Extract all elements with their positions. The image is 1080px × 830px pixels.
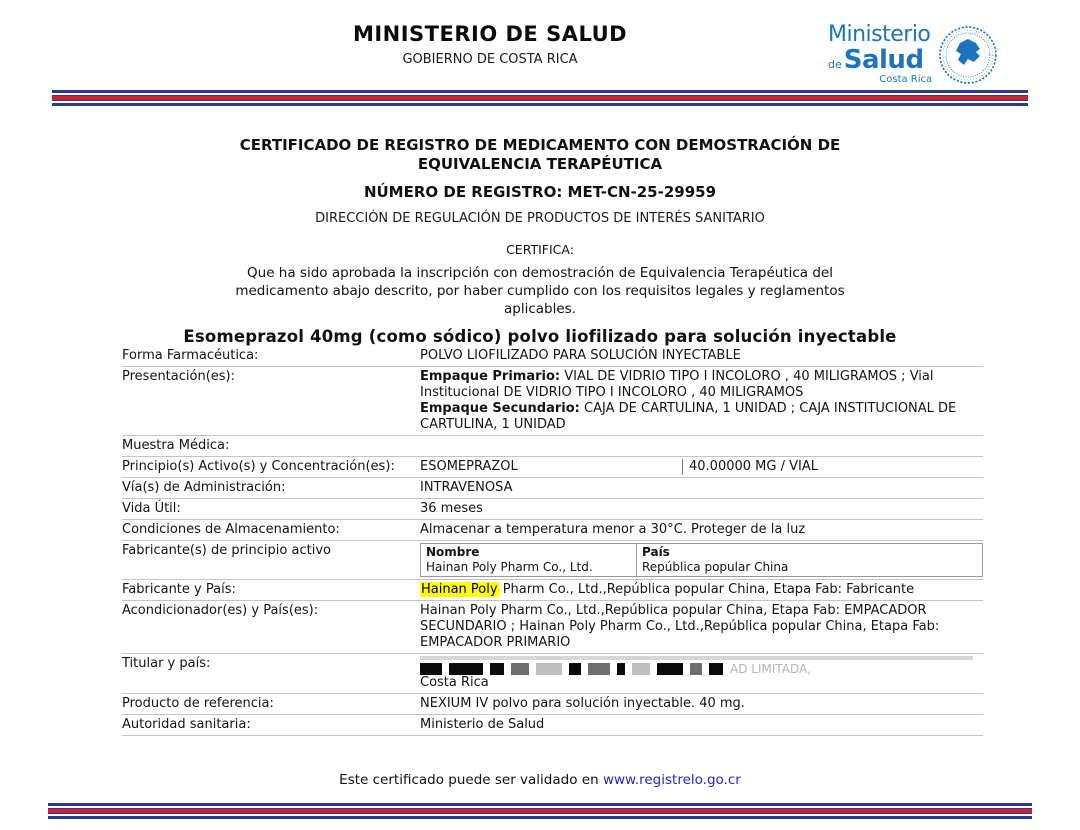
empaque-primario-label: Empaque Primario: [420, 369, 561, 384]
row-label: Principio(s) Activo(s) y Concentración(es): [122, 459, 395, 474]
active-ingredient: ESOMEPRAZOL [420, 459, 518, 474]
row-label: Muestra Médica: [122, 438, 230, 453]
row-value [420, 459, 983, 475]
subtable-pais-header: País [642, 545, 670, 559]
subtable-pais-value: República popular China [642, 560, 789, 574]
certificate-title: CERTIFICADO DE REGISTRO DE MEDICAMENTO CON DEMOSTRACIÓN DE EQUIVALENCIA TERAPÉUTICA [239, 136, 841, 173]
table-row-forma [122, 346, 983, 367]
certificate-heading-section [0, 136, 1080, 346]
row-value: Almacenar a temperatura menor a 30°C. Proteger de la luz [420, 522, 806, 537]
table-row-via [122, 478, 983, 499]
row-label: Acondicionador(es) y País(es): [122, 603, 319, 618]
logo-de: de [828, 58, 842, 71]
redaction-block [490, 663, 504, 675]
row-value: INTRAVENOSA [420, 480, 513, 495]
ministry-logo-text [828, 24, 934, 85]
row-value [420, 543, 983, 577]
table-row-referencia [122, 694, 983, 715]
table-row-titular [122, 654, 983, 694]
row-label: Forma Farmacéutica: [122, 348, 259, 363]
redaction-block [588, 663, 610, 675]
row-label: Condiciones de Almacenamiento: [122, 522, 340, 537]
logo-salud: Salud [843, 45, 924, 75]
concentration: 40.00000 MG / VIAL [682, 459, 818, 475]
row-label: Autoridad sanitaria: [122, 717, 251, 732]
row-value [420, 438, 983, 454]
table-row-presentacion [122, 367, 983, 436]
holder-country: Costa Rica [420, 675, 489, 690]
regulation-direction: DIRECCIÓN DE REGULACIÓN DE PRODUCTOS DE INTERÉS SANITARIO [315, 211, 765, 226]
validation-text: Este certificado puede ser validado en [339, 772, 599, 788]
row-value [420, 656, 983, 691]
redaction-ghost-text: AD LIMITADA, [730, 662, 812, 675]
empaque-secundario-label: Empaque Secundario: [420, 401, 580, 416]
row-value [420, 369, 983, 433]
manufacturer-subtable [420, 543, 983, 577]
redaction-block [536, 663, 562, 675]
row-value: POLVO LIOFILIZADO PARA SOLUCIÓN INYECTABLE [420, 348, 741, 363]
row-value: Hainan Poly Pharm Co., Ltd.,República popular China, Etapa Fab: EMPACADOR SECUNDARIO ; Hainan Poly Pharm Co., Ltd.,República popular China, Etapa Fab: EMPACADOR PRIMARIO [420, 603, 940, 650]
table-row-condiciones [122, 520, 983, 541]
table-row-fabricante-api [122, 541, 983, 580]
redacted-holder-name [420, 656, 983, 675]
flag-stripe-blue [52, 103, 1028, 106]
certifies-label: CERTIFICA: [506, 242, 574, 257]
row-label: Vía(s) de Administración: [122, 480, 286, 495]
redaction-block [632, 663, 650, 675]
ministry-title: MINISTERIO DE SALUD [352, 22, 628, 46]
highlighted-text: Hainan Poly [421, 582, 498, 597]
subtable-nombre-value: Hainan Poly Pharm Co., Ltd. [426, 560, 593, 574]
row-value: 36 meses [420, 501, 483, 516]
redaction-block [690, 663, 702, 675]
table-row-principio [122, 457, 983, 478]
table-row-vida-util [122, 499, 983, 520]
subtable-nombre-header: Nombre [426, 545, 480, 559]
table-row-acondicionador [122, 601, 983, 654]
row-label: Titular y país: [122, 656, 211, 671]
row-label: Fabricante y País: [122, 582, 236, 597]
redaction-block [420, 663, 442, 675]
table-row-autoridad [122, 715, 983, 736]
costa-rica-map-seal-icon [938, 24, 998, 86]
row-label: Vida Útil: [122, 501, 181, 516]
logo-costa-rica: Costa Rica [879, 74, 933, 85]
table-row-muestra [122, 436, 983, 457]
registry-number: NÚMERO DE REGISTRO: MET-CN-25-29959 [363, 183, 717, 201]
empaque-secundario-line [420, 401, 983, 433]
row-label: Fabricante(s) de principio activo [122, 543, 331, 558]
validation-link[interactable]: www.registrelo.go.cr [602, 772, 741, 788]
subtable-nombre-cell [421, 544, 637, 576]
medication-details-table [122, 346, 983, 736]
logo-line-ministerio: Ministerio [828, 22, 931, 47]
row-value [420, 582, 983, 598]
row-label: Producto de referencia: [122, 696, 274, 711]
redaction-block [617, 663, 625, 675]
redaction-block [657, 663, 683, 675]
redaction-block [511, 663, 529, 675]
empaque-primario-line [420, 369, 983, 401]
ministry-logo [828, 24, 998, 86]
row-value: Ministerio de Salud [420, 717, 545, 732]
row-label: Presentación(es): [122, 369, 235, 384]
empaque-primario-value: VIAL DE VIDRIO TIPO I INCOLORO , 40 MILIGRAMOS ; Vial Institucional DE VIDRIO TIPO I INCOLORO , 40 MILIGRAMOS [420, 369, 934, 400]
flag-band-bottom [48, 803, 1032, 819]
product-title: Esomeprazol 40mg (como sódico) polvo liofilizado para solución inyectable [183, 327, 897, 346]
government-subtitle: GOBIERNO DE COSTA RICA [402, 52, 578, 67]
row-value: NEXIUM IV polvo para solución inyectable. 40 mg. [420, 696, 745, 711]
flag-band-top [52, 90, 1028, 106]
fabricante-rest: Pharm Co., Ltd.,República popular China, Etapa Fab: Fabricante [498, 582, 915, 597]
empaque-secundario-value: CAJA DE CARTULINA, 1 UNIDAD ; CAJA INSTITUCIONAL DE CARTULINA, 1 UNIDAD [420, 401, 957, 432]
table-row-fabricante [122, 580, 983, 601]
subtable-pais-cell [637, 544, 982, 576]
flag-stripe-blue [48, 816, 1032, 819]
redaction-block [569, 663, 581, 675]
approval-statement: Que ha sido aprobada la inscripción con demostración de Equivalencia Terapéutica del medicamento abajo descrito, por haber cumplido con los requisitos legales y reglamentos aplicables. [235, 265, 845, 317]
redaction-block [449, 663, 483, 675]
validation-footer [0, 772, 1080, 788]
redaction-block [709, 663, 723, 675]
